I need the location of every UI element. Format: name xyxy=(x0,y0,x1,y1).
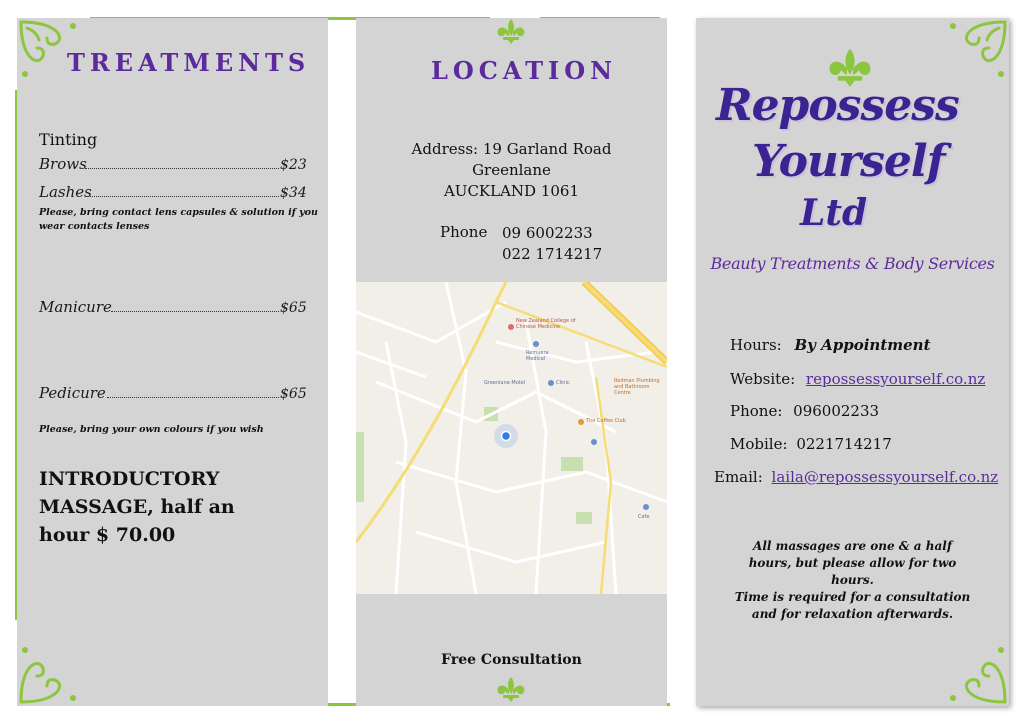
mobile-label: Mobile: xyxy=(730,435,788,453)
phone-label: Phone: xyxy=(730,402,783,420)
location-heading: LOCATION xyxy=(431,56,618,85)
manicure-label: Manicure xyxy=(39,298,112,316)
brows-label: Brows xyxy=(39,155,87,173)
map-label-cafe: Cafe xyxy=(638,514,650,520)
massage-duration-note: All massages are one & a half hours, but please allow for two hours. xyxy=(748,539,957,587)
phone-row xyxy=(730,402,879,420)
tinting-title: Tinting xyxy=(39,130,98,149)
address-line2: Greenlane xyxy=(472,161,551,179)
pedicure-label: Pedicure xyxy=(39,384,106,402)
brows-price: $23 xyxy=(280,157,307,173)
pedicure-note: Please, bring your own colours if you wish xyxy=(39,424,264,435)
map-graphic xyxy=(356,282,667,594)
logo-line-2: Yourself xyxy=(752,136,945,187)
map-label-college: New Zealand College of Chinese Medicine xyxy=(516,318,576,330)
phone-number-1: 09 6002233 xyxy=(502,224,593,242)
pedicure-leader xyxy=(107,397,279,398)
map-label-motel: Greenlane Motel xyxy=(484,380,526,386)
fleur-de-lis-icon xyxy=(494,18,528,44)
email-label: Email: xyxy=(714,468,763,486)
map-label-coffee: The Coffee Club xyxy=(586,418,626,424)
logo-line-1: Repossess xyxy=(716,80,959,131)
location-map[interactable] xyxy=(356,282,667,594)
lashes-leader xyxy=(87,196,279,197)
swirl-corner-ornament-icon xyxy=(929,626,1009,706)
map-label-plumbing: Redman Plumbing and Bathroom Centre xyxy=(614,378,660,396)
swirl-corner-ornament-icon xyxy=(929,18,1009,98)
hours-row xyxy=(730,336,931,354)
hours-label: Hours: xyxy=(730,336,782,354)
brand-contact-panel xyxy=(696,18,1009,706)
mobile-row xyxy=(730,435,892,453)
website-label: Website: xyxy=(730,370,796,388)
swirl-corner-ornament-icon xyxy=(17,18,97,98)
map-label-clinic: Clinic xyxy=(556,380,570,386)
phone-label: Phone xyxy=(440,223,488,241)
manicure-leader xyxy=(111,311,279,312)
manicure-price: $65 xyxy=(280,300,307,316)
tinting-note: Please, bring contact lens capsules & solution if you wear contacts lenses xyxy=(39,207,318,232)
lashes-label: Lashes xyxy=(39,183,92,201)
pedicure-price: $65 xyxy=(280,386,307,402)
logo-line-3: Ltd xyxy=(800,192,868,234)
logo xyxy=(696,80,1009,250)
email-link[interactable]: laila@repossessyourself.co.nz xyxy=(771,468,999,486)
address-line3: AUCKLAND 1061 xyxy=(443,182,580,200)
address-line1: Address: 19 Garland Road xyxy=(411,140,612,158)
treatments-panel xyxy=(17,18,328,706)
free-consultation: Free Consultation xyxy=(441,652,582,668)
location-panel xyxy=(356,18,667,706)
website-row xyxy=(730,370,985,388)
email-row xyxy=(714,468,998,486)
massage-offer: INTRODUCTORY MASSAGE, half an hour $ 70.00 xyxy=(39,468,235,546)
map-label-medical: Remuera Medical xyxy=(526,350,549,362)
hours-value: By Appointment xyxy=(794,336,931,354)
consultation-note: Time is required for a consultation and for relaxation afterwards. xyxy=(734,590,971,621)
phone-value: 096002233 xyxy=(793,402,880,420)
brows-leader xyxy=(85,168,279,169)
mobile-value: 0221714217 xyxy=(796,435,892,453)
treatments-heading: TREATMENTS xyxy=(67,48,311,77)
website-link[interactable]: repossessyourself.co.nz xyxy=(805,370,986,388)
lashes-price: $34 xyxy=(280,185,307,201)
swirl-corner-ornament-icon xyxy=(17,626,97,706)
fleur-de-lis-icon xyxy=(494,676,528,702)
tagline: Beauty Treatments & Body Services xyxy=(710,254,995,273)
phone-number-2: 022 1714217 xyxy=(502,245,603,263)
